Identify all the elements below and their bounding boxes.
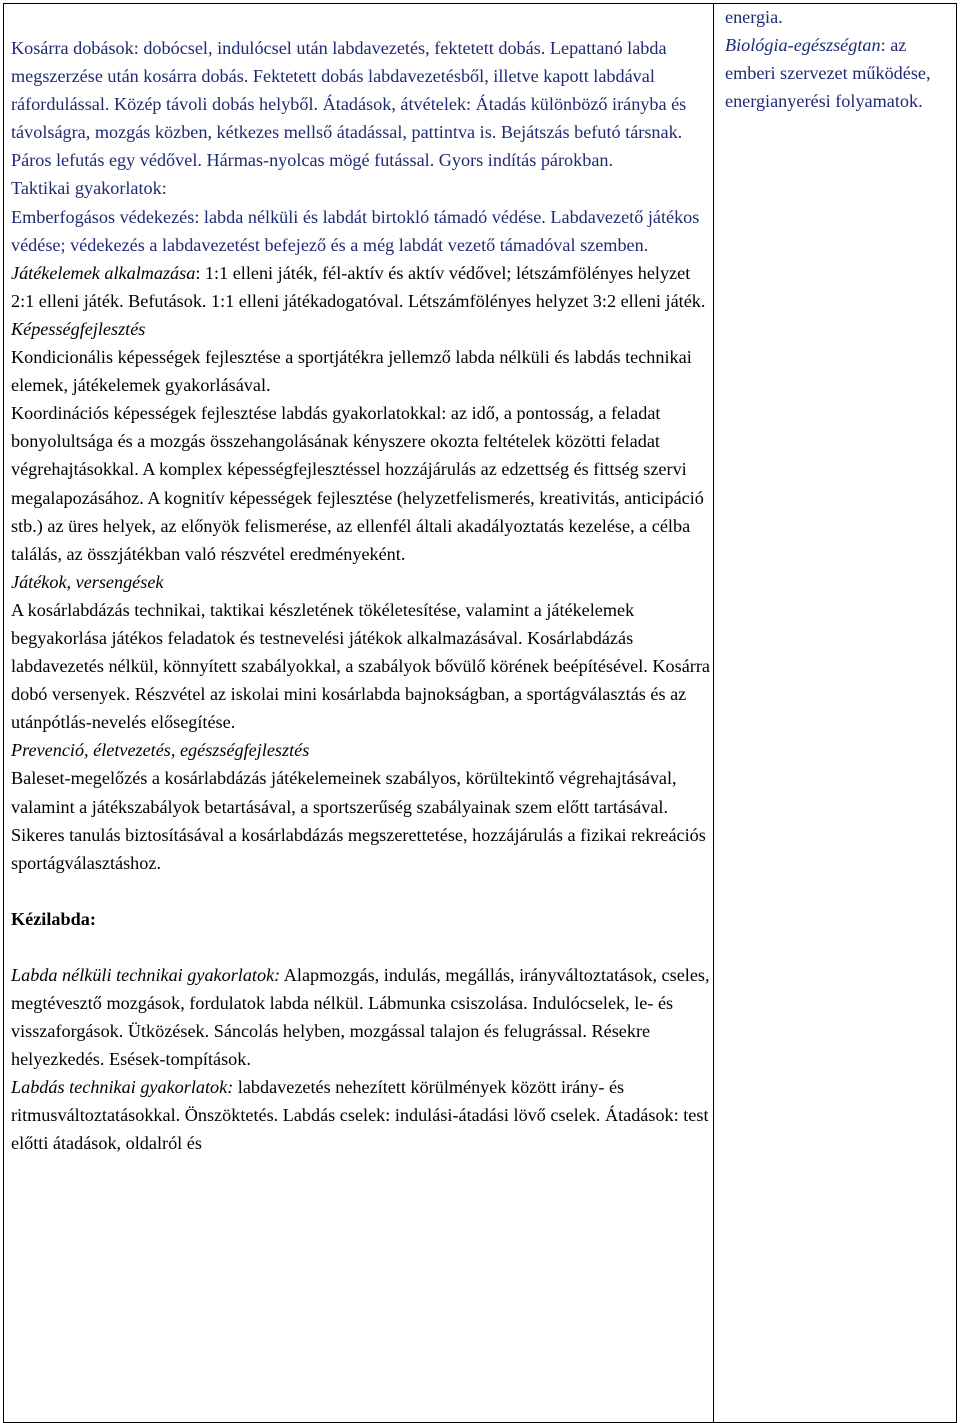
games-text: A kosárlabdázás technikai, taktikai készletének tökéletesítése, valamint a játékelemek begyakorlása játékos feladatok és testnevelési játékok alkalmazásával. Kosárlabdázás labdavezetés nélkül, könnyített szabályokkal, a szabályok bővülő körének beépítésével. Kosárra dobó versenyek. Részvétel az iskolai mini kosárlabda bajnokságban, a sportágválasztás és az utánpótlás-nevelés elősegítése. xyxy=(11,599,710,733)
games-heading-text: Játékok, versengések xyxy=(11,571,164,592)
prevention-text: Baleset-megelőzés a kosárlabdázás játékelemeinek szabályos, körültekintő végrehajtásával, valamint a játékszabályok betartásával, a sportszerűség szabályainak szem előtt tartásával. Sikeres tanulás biztosításával a kosárlabdázás megszerettetése, hozzájárulás a fizikai rekreációs sportágválasztáshoz. xyxy=(11,768,706,873)
prevention-heading-text: Prevenció, életvezetés, egészségfejlesztés xyxy=(11,740,310,761)
skill-text-2 xyxy=(11,399,711,568)
skill-heading xyxy=(11,315,711,343)
handball-heading: Kézilabda: xyxy=(11,908,96,929)
hb-ball-label: Labdás technikai gyakorlatok: xyxy=(11,1077,234,1098)
skill-text-1: Kondicionális képességek fejlesztése a sportjátékra jellemző labda nélküli és labdás technikai elemek, játékelemek gyakorlásával. xyxy=(11,347,692,396)
bio-paragraph xyxy=(725,31,953,115)
handball-ball-paragraph xyxy=(11,1073,711,1157)
bio-label: Biológia-egészségtan xyxy=(725,35,881,56)
game-elements-label: Játékelemek alkalmazása xyxy=(11,262,196,283)
skill-heading-text: Képességfejlesztés xyxy=(11,318,146,339)
skill-text-2-span: Koordinációs képességek fejlesztése labdás gyakorlatokkal: az idő, a pontosság, a feladat bonyolultsága és a mozgás összehangolásának kényszere okozta feltételek közötti feladat végrehajtásokkal. xyxy=(11,403,661,480)
column-divider xyxy=(713,3,714,1423)
hb-no-ball-label: Labda nélküli technikai gyakorlatok: xyxy=(11,964,281,985)
games-heading xyxy=(11,568,711,596)
spacer xyxy=(11,933,711,961)
prevention-heading xyxy=(11,736,711,764)
game-elements-text: : 1:1 elleni játék, fél-aktív és aktív védővel; létszámfölényes helyzet 2:1 elleni játék. Befutások. 1:1 elleni játékadogatóval. Létszámfölényes helyzet 3:2 elleni játék. xyxy=(11,262,706,311)
spacer xyxy=(11,877,711,905)
game-elements-paragraph xyxy=(11,259,711,315)
basket-intro-text: Kosárra dobások: dobócsel, indulócsel után labdavezetés, fektetett dobás. Lepattanó labda megszerzése után kosárra dobás. Fektetett dobás labdavezetésből, illetve kapott labdával ráfordulással. Közép távoli dobás helyből. Átadások, átvételek: Átadás különböző irányba és távolságra, mozgás közben, kétkezes mellső átadással, pattintva is. Bejátszás befutó társnak. Páros lefutás egy védővel. Hármas-nyolcas mögé futással. Gyors indítás párokban. xyxy=(11,38,687,171)
energy-text: energia. xyxy=(725,7,783,27)
tactic-text: Emberfogásos védekezés: labda nélküli és labdát birtokló támadó védése. Labdavezető játékos védése; védekezés a labdavezetést befejező és a még labdát vezető támadóval szemben. xyxy=(11,206,700,255)
right-column xyxy=(725,3,953,115)
left-column xyxy=(11,34,711,1158)
skill-text-3-span: A komplex képességfejlesztéssel hozzájárulás az edzettség és fittség szervi megalapozásához. A kognitív képességek fejlesztése (helyzetfelismerés, kreativitás, anticipáció stb.) az üres helyek, az előnyök felismerése, az ellenfél általi akadályoztatás kezelése, a célba találás, az összjátékban való részvétel eredményeként. xyxy=(11,459,704,564)
hb-no-ball-text: Alapmozgás, indulás, megállás, irányváltoztatások, cseles, megtévesztő mozgások, fordulatok labda nélkül. Lábmunka csiszolása. Indulócselek, le- és visszaforgások. Ütközések. Sáncolás helyben, mozgással talajon és felugrással. Résekre helyezkedés. Esések-tompítások. xyxy=(11,964,710,1070)
hb-ball-text: labdavezetés nehezített körülmények között irány- és ritmusváltoztatásokkal. Önszöktetés. Labdás cselek: indulási-átadási lövő cselek. Átadások: test előtti átadások, oldalról és xyxy=(11,1077,709,1154)
handball-no-ball-paragraph xyxy=(11,961,711,1073)
bio-text: : az emberi szervezet működése, energianyerési folyamatok. xyxy=(725,35,931,112)
tactic-heading: Taktikai gyakorlatok: xyxy=(11,178,167,199)
